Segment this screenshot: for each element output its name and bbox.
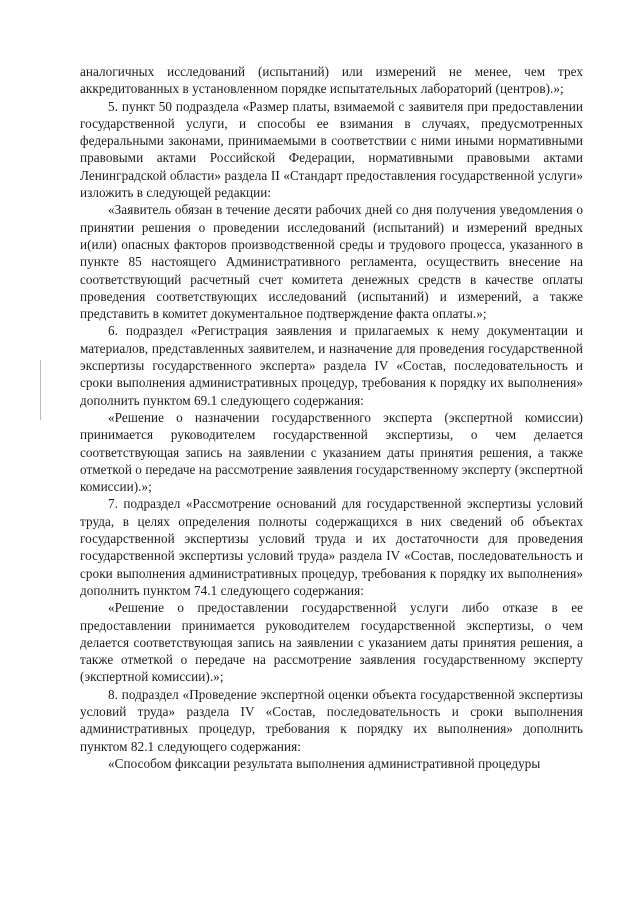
paragraph-item-7: 7. подраздел «Рассмотрение оснований для государственной экспертизы условий труда, в целях определения полноты содержащихся в них сведений об объектах государственной экспертизы условий труда и их достаточности для проведения государственной экспертизы условий труда» раздела IV «Состав, последовательность и сроки выполнения административных процедур, требования к порядку их выполнения» дополнить пунктом 74.1 следующего содержания: [80,496,583,598]
paragraph-quote-item-7: «Решение о предоставлении государственной услуги либо отказе в ее предоставлении принимается руководителем государственной экспертизы, о чем делается соответствующая запись на заявлении с указанием даты принятия решения, а также отметкой о передаче на рассмотрение заявления государственному эксперту (экспертной комиссии).»; [80,600,583,685]
paragraph-continuation: аналогичных исследований (испытаний) или измерений не менее, чем трех аккредитованных в установленном порядке испытательных лабораторий (центров).»; [80,64,583,97]
document-page [80,63,583,772]
paragraph-item-6: 6. подраздел «Регистрация заявления и прилагаемых к нему документации и материалов, представленных заявителем, и назначение для проведения государственной экспертизы государственного эксперта» раздела IV «Состав, последовательность и сроки выполнения административных процедур, требования к порядку их выполнения» дополнить пунктом 69.1 следующего содержания: [80,323,583,408]
paragraph-quote-item-5: «Заявитель обязан в течение десяти рабочих дней со дня получения уведомления о принятии решения о проведении исследований (испытаний) и измерений вредных и(или) опасных факторов производственной среды и трудового процесса, указанного в пункте 85 настоящего Административного регламента, осуществить внесение на соответствующий расчетный счет комитета денежных средств в качестве оплаты проведения соответствующих исследований (испытаний) и измерений, а также представить в комитет документальное подтверждение факта оплаты.»; [80,202,583,322]
scan-margin-mark [40,360,41,420]
paragraph-quote-item-6: «Решение о назначении государственного эксперта (экспертной комиссии) принимается руководителем государственной экспертизы, о чем делается соответствующая запись на заявлении с указанием даты принятия решения, а также отметкой о передаче на рассмотрение заявления государственному эксперту (экспертной комиссии).»; [80,409,583,495]
paragraph-quote-item-8: «Способом фиксации результата выполнения административной процедуры [108,755,541,771]
paragraph-item-5: 5. пункт 50 подраздела «Размер платы, взимаемой с заявителя при предоставлении государственной услуги, и способы ее взимания в случаях, предусмотренных федеральными законами, принимаемыми в соответствии с ними иными нормативными правовыми актами Российской Федерации, нормативными правовыми актами Ленинградской области» раздела II «Стандарт предоставления государственной услуги» изложить в следующей редакции: [80,98,583,201]
paragraph-item-8: 8. подраздел «Проведение экспертной оценки объекта государственной экспертизы условий труда» раздела IV «Состав, последовательность и сроки выполнения административных процедур, требования к порядку их выполнения» дополнить пунктом 82.1 следующего содержания: [80,686,583,754]
